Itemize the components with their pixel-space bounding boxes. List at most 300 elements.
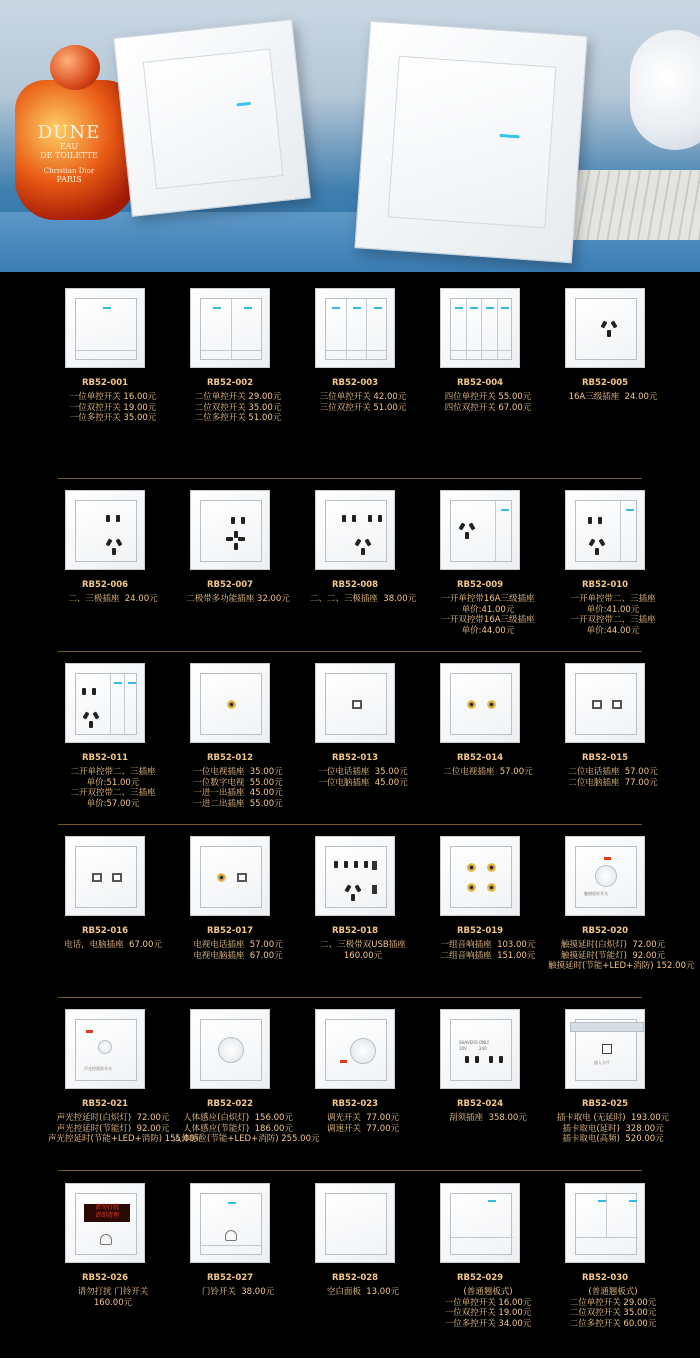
panel-face [75, 298, 137, 360]
price-line: 单价:44.00元 [461, 625, 515, 636]
round-knob [595, 865, 617, 887]
perfume-type-2: DE TOILETTE [40, 150, 98, 160]
model-number: RB52-014 [456, 753, 504, 763]
price-line: 一位多控开关 34.00元 [444, 1318, 532, 1329]
product-image [190, 1009, 270, 1089]
price-lines [423, 940, 553, 961]
indicator-led [114, 682, 122, 684]
usb-port [372, 861, 377, 870]
product-image [440, 663, 520, 743]
price-line: 一位数字电视 55.00元 [193, 777, 283, 788]
price-line: 二位电脑插座 77.00元 [568, 777, 658, 788]
gold-terminal [467, 700, 476, 709]
price-line: 声光控延时(节能+LED+消防) 155.00元 [48, 1134, 203, 1144]
socket-hole [475, 1056, 479, 1063]
price-line: 触摸延时(白炽灯) 72.00元 [560, 940, 666, 950]
indicator-led [103, 307, 111, 309]
panel-face [75, 1193, 137, 1255]
socket-hole [599, 538, 606, 546]
usb-port [372, 885, 377, 894]
panel-face [450, 500, 512, 562]
price-line: 电视电脑插座 67.00元 [193, 950, 283, 961]
socket-hole [607, 330, 611, 337]
price-line: (普通翘板式) [463, 1287, 513, 1297]
panel-face [200, 1193, 262, 1255]
product-image [315, 663, 395, 743]
panel-face [450, 846, 512, 908]
panel-face [450, 1019, 512, 1081]
socket-hole [355, 884, 362, 892]
socket-hole [368, 515, 372, 522]
key-base-line [76, 350, 136, 351]
price-lines [298, 1287, 428, 1298]
price-lines [173, 940, 303, 961]
product-row [0, 490, 700, 665]
perfume-city: PARIS [56, 175, 82, 185]
socket-hole [598, 517, 602, 524]
product-image [565, 1183, 645, 1263]
panel-caption: SHAVERS ONLY [459, 1040, 490, 1045]
red-indicator [340, 1060, 347, 1063]
socket-hole [589, 538, 596, 546]
price-line: 插卡取电(高频) 520.00元 [562, 1134, 664, 1144]
product-image [190, 663, 270, 743]
price-lines [548, 392, 678, 403]
model-number: RB52-012 [206, 753, 254, 763]
socket-hole [345, 884, 352, 892]
socket-hole [238, 537, 245, 541]
price-lines [173, 1287, 303, 1298]
rocker-key [451, 1194, 513, 1238]
product-image [440, 288, 520, 368]
socket-hole [106, 538, 113, 546]
price-line: 二位单控开关 29.00元 [569, 1297, 657, 1308]
model-number: RB52-018 [331, 926, 379, 936]
indicator-led [213, 307, 221, 309]
price-line: 二开单控带二、三插座 [70, 767, 156, 777]
rj45-jack [112, 873, 122, 882]
price-line: 一开单控带16A三级插座 [441, 594, 535, 604]
model-number: RB52-029 [456, 1273, 504, 1283]
panel-face [450, 298, 512, 360]
product-image [565, 490, 645, 570]
socket-hole [499, 1056, 503, 1063]
price-lines [548, 940, 695, 972]
socket-hole [361, 548, 365, 555]
price-line: 二、三极带双USB插座 [320, 940, 406, 950]
hero-switch-large-rocker [388, 56, 557, 229]
model-number: RB52-030 [581, 1273, 629, 1283]
price-line: 一开双控带二、三插座 [570, 615, 656, 625]
product-row [0, 288, 700, 463]
price-lines [298, 392, 428, 413]
card-slot [570, 1022, 644, 1032]
model-number: RB52-026 [81, 1273, 129, 1283]
key-base-line [326, 350, 386, 351]
price-lines [548, 767, 678, 788]
model-number: RB52-028 [331, 1273, 379, 1283]
model-number: RB52-006 [81, 580, 129, 590]
price-line: 二位双控开关 35.00元 [569, 1308, 657, 1318]
socket-hole [342, 515, 346, 522]
price-line: 160.00元 [93, 1297, 133, 1308]
product-image [65, 1183, 145, 1263]
panel-face [200, 673, 262, 735]
price-lines [48, 1287, 178, 1308]
price-line: 插卡取电 (无延时) 193.00元 [556, 1113, 670, 1123]
socket-hole [354, 861, 358, 868]
price-lines [548, 1287, 678, 1329]
socket-hole [112, 548, 116, 555]
panel-face [450, 1193, 512, 1255]
product-image [190, 490, 270, 570]
panel-face [575, 500, 637, 562]
product-image [315, 490, 395, 570]
rocker-key [607, 1194, 638, 1238]
panel-face [575, 298, 637, 360]
price-line: 一开单控带二、三插座 [570, 594, 656, 604]
panel-caption: 240 [479, 1046, 487, 1051]
price-line: 触摸延时(节能+LED+消防) 152.00元 [548, 961, 695, 971]
product-image [440, 836, 520, 916]
hero-switch-small-led [237, 102, 251, 106]
gold-terminal [467, 863, 476, 872]
price-line: 单价:57.00元 [86, 798, 140, 809]
indicator-led [626, 509, 634, 511]
product-image [440, 490, 520, 570]
price-line: 一位电话插座 35.00元 [318, 767, 408, 777]
socket-hole [378, 515, 382, 522]
price-line: 三位单控开关 42.00元 [319, 392, 407, 402]
price-lines [298, 594, 428, 605]
rocker-key [620, 501, 638, 561]
indicator-led [501, 509, 509, 511]
gold-terminal [487, 883, 496, 892]
dnd-label: 请勿打扰 [94, 1204, 119, 1211]
indicator-led [244, 307, 252, 309]
socket-hole [234, 543, 238, 550]
price-line: 插卡取电(延时) 328.00元 [562, 1123, 664, 1134]
price-lines [423, 392, 553, 413]
price-line: 人体感应(白炽灯) 156.00元 [183, 1113, 293, 1123]
price-line: 一位多控开关 35.00元 [69, 413, 157, 423]
row-divider [58, 1170, 642, 1171]
panel-caption: 10V [459, 1046, 467, 1051]
price-lines [548, 1113, 678, 1145]
panel-face [450, 673, 512, 735]
price-line: 二位双控开关 35.00元 [194, 402, 282, 413]
socket-hole [334, 861, 338, 868]
panel-face [75, 846, 137, 908]
model-number: RB52-021 [81, 1099, 129, 1109]
indicator-led [501, 307, 509, 309]
socket-hole [83, 711, 90, 719]
price-line: 单价:41.00元 [461, 604, 515, 615]
socket-hole [601, 320, 608, 328]
socket-hole [365, 538, 372, 546]
indicator-led [486, 307, 494, 309]
product-image [190, 836, 270, 916]
panel-face [200, 298, 262, 360]
panel-face [575, 1019, 637, 1081]
price-lines [423, 1287, 553, 1329]
row-divider [58, 997, 642, 998]
panel-face [325, 1193, 387, 1255]
price-line: 一开双控带16A三级插座 [441, 615, 535, 625]
model-number: RB52-013 [331, 753, 379, 763]
price-lines [298, 767, 428, 788]
panel-face [200, 846, 262, 908]
panel-face [325, 298, 387, 360]
bell-icon [225, 1230, 237, 1241]
round-knob [98, 1040, 112, 1054]
price-lines [48, 594, 178, 605]
model-number: RB52-027 [206, 1273, 254, 1283]
price-line: 调速开关 77.00元 [326, 1123, 400, 1134]
price-line: 触摸延时(节能灯) 92.00元 [560, 950, 666, 961]
price-line: 二极带多功能插座 32.00元 [186, 594, 290, 604]
model-number: RB52-011 [81, 753, 129, 763]
perfume-maker: Christian Dior [43, 167, 95, 176]
panel-caption: 声光控延时开关 [84, 1066, 112, 1071]
hero-switch-small [113, 19, 311, 217]
socket-hole [92, 688, 96, 695]
model-number: RB52-007 [206, 580, 254, 590]
socket-hole [93, 711, 100, 719]
model-number: RB52-020 [581, 926, 629, 936]
red-indicator [86, 1030, 93, 1033]
product-image [565, 663, 645, 743]
price-line: 16A三级插座 24.00元 [568, 392, 658, 402]
clean-label: 请即清理 [94, 1212, 119, 1219]
panel-face [325, 1019, 387, 1081]
product-image [315, 1009, 395, 1089]
indicator-led [228, 1202, 236, 1204]
rj45-jack [237, 873, 247, 882]
socket-hole [234, 531, 238, 538]
gold-terminal [217, 873, 226, 882]
price-lines [48, 1113, 203, 1145]
round-knob [350, 1038, 376, 1064]
bell-icon [100, 1234, 112, 1245]
model-number: RB52-002 [206, 378, 254, 388]
price-line: 请勿打扰 门铃开关 [77, 1287, 149, 1297]
panel-face [325, 500, 387, 562]
price-line: 四位双控开关 67.00元 [444, 402, 532, 413]
price-line: 空白面板 13.00元 [326, 1287, 400, 1297]
price-lines [298, 1113, 428, 1134]
price-line: 四位单控开关 55.00元 [444, 392, 532, 402]
bottle-stopper [50, 45, 100, 90]
hero-switch-large [354, 21, 587, 264]
model-number: RB52-001 [81, 378, 129, 388]
indicator-led [455, 307, 463, 309]
row-divider [58, 824, 642, 825]
price-line: 二位电视插座 57.00元 [443, 767, 533, 777]
indicator-led [629, 1200, 637, 1202]
blinds-decoration [570, 170, 700, 240]
price-line: 一位双控开关 19.00元 [69, 402, 157, 413]
product-row [0, 836, 700, 1011]
price-line: 调光开关 77.00元 [326, 1113, 400, 1123]
gold-terminal [467, 883, 476, 892]
socket-hole [611, 320, 618, 328]
price-line: 刮须插座 358.00元 [449, 1113, 527, 1123]
price-line: 一位双控开关 19.00元 [444, 1308, 532, 1318]
price-line: 二位电话插座 57.00元 [568, 767, 658, 777]
product-image [315, 1183, 395, 1263]
socket-hole [82, 688, 86, 695]
price-lines [173, 392, 303, 424]
rj45-jack [592, 700, 602, 709]
panel-caption: 插入卡片 [594, 1060, 610, 1065]
bottle-label [29, 123, 109, 185]
socket-hole [489, 1056, 493, 1063]
rj45-jack [612, 700, 622, 709]
price-line: 二位单控开关 29.00元 [194, 392, 282, 402]
product-image [315, 288, 395, 368]
socket-hole [465, 532, 469, 539]
hero-switch-large-led [499, 134, 519, 138]
panel-face [575, 1193, 637, 1255]
price-lines [48, 392, 178, 424]
rocker-key [124, 674, 138, 734]
rocker-key [495, 501, 513, 561]
panel-face [325, 846, 387, 908]
product-row [0, 1009, 700, 1184]
gold-terminal [487, 863, 496, 872]
price-line: 一组音响插座 103.00元 [440, 940, 536, 950]
round-knob [218, 1037, 244, 1063]
price-lines [423, 767, 553, 778]
indicator-led [598, 1200, 606, 1202]
product-image [65, 663, 145, 743]
price-line: 二位多控开关 51.00元 [194, 413, 282, 423]
price-line: 三位双控开关 51.00元 [319, 402, 407, 413]
product-image [65, 288, 145, 368]
price-lines [48, 767, 178, 809]
product-image [315, 836, 395, 916]
panel-face [75, 500, 137, 562]
price-line: 一进二出插座 55.00元 [193, 798, 283, 809]
model-number: RB52-022 [206, 1099, 254, 1109]
price-line: 二位多控开关 60.00元 [569, 1318, 657, 1329]
rocker-key [576, 1194, 607, 1238]
indicator-led [128, 682, 136, 684]
model-number: RB52-016 [81, 926, 129, 936]
price-line: 声光控延时(节能灯) 92.00元 [56, 1123, 170, 1134]
product-image [565, 288, 645, 368]
rocker-key [110, 674, 124, 734]
socket-hole [89, 721, 93, 728]
price-line: 一位电视插座 35.00元 [193, 767, 283, 777]
price-line: 二开双控带二、三插座 [70, 788, 156, 798]
panel-caption: 触摸延时开关 [584, 891, 608, 896]
price-lines [423, 594, 553, 636]
socket-hole [116, 515, 120, 522]
model-number: RB52-008 [331, 580, 379, 590]
price-line: 二组音响插座 151.00元 [440, 950, 536, 961]
key-base-line [201, 350, 261, 351]
indicator-led [353, 307, 361, 309]
model-number: RB52-005 [581, 378, 629, 388]
product-image [65, 490, 145, 570]
price-line: 二、二、三极插座 38.00元 [309, 594, 417, 604]
perfume-type-1: EAU [59, 141, 79, 151]
product-image [65, 836, 145, 916]
red-indicator [604, 857, 611, 860]
model-number: RB52-024 [456, 1099, 504, 1109]
model-number: RB52-015 [581, 753, 629, 763]
gold-terminal [487, 700, 496, 709]
product-row [0, 663, 700, 838]
socket-hole [116, 538, 123, 546]
socket-hole [344, 861, 348, 868]
product-image [440, 1183, 520, 1263]
indicator-led [374, 307, 382, 309]
model-number: RB52-017 [206, 926, 254, 936]
socket-hole [106, 515, 110, 522]
dnd-sign [84, 1204, 130, 1222]
price-line: 160.00元 [343, 950, 383, 961]
model-number: RB52-009 [456, 580, 504, 590]
socket-hole [364, 861, 368, 868]
indicator-led [470, 307, 478, 309]
row-divider [58, 478, 642, 479]
gold-terminal [227, 700, 236, 709]
panel-face [200, 1019, 262, 1081]
panel-face [575, 673, 637, 735]
product-image [565, 1009, 645, 1089]
model-number: RB52-019 [456, 926, 504, 936]
price-line: 一位电脑插座 45.00元 [318, 777, 408, 788]
row-divider [58, 651, 642, 652]
socket-hole [226, 537, 233, 541]
price-line: 电视电话插座 57.00元 [193, 940, 283, 950]
socket-hole [241, 517, 245, 524]
socket-hole [351, 894, 355, 901]
price-lines [298, 940, 428, 961]
panel-face [75, 1019, 137, 1081]
model-number: RB52-004 [456, 378, 504, 388]
rj45-jack [92, 873, 102, 882]
model-number: RB52-010 [581, 580, 629, 590]
socket-hole [588, 517, 592, 524]
price-line: 单价:44.00元 [586, 625, 640, 636]
product-image [65, 1009, 145, 1089]
indicator-led [332, 307, 340, 309]
arrow-down-icon [602, 1044, 612, 1054]
price-line: 门铃开关 38.00元 [201, 1287, 275, 1297]
price-line: 单价:41.00元 [586, 604, 640, 615]
panel-face [575, 846, 637, 908]
hero-switch-small-rocker [143, 49, 284, 190]
price-line: 单价:51.00元 [86, 777, 140, 788]
product-image [565, 836, 645, 916]
price-lines [173, 594, 303, 605]
product-row [0, 1183, 700, 1358]
hero-banner [0, 0, 700, 272]
price-line: 一位单控开关 16.00元 [444, 1297, 532, 1308]
socket-hole [355, 538, 362, 546]
price-lines [423, 1113, 553, 1124]
rj45-jack [352, 700, 362, 709]
socket-hole [595, 548, 599, 555]
price-line: (普通翘板式) [588, 1287, 638, 1297]
key-base-line [451, 350, 511, 351]
panel-face [200, 500, 262, 562]
product-image [190, 1183, 270, 1263]
